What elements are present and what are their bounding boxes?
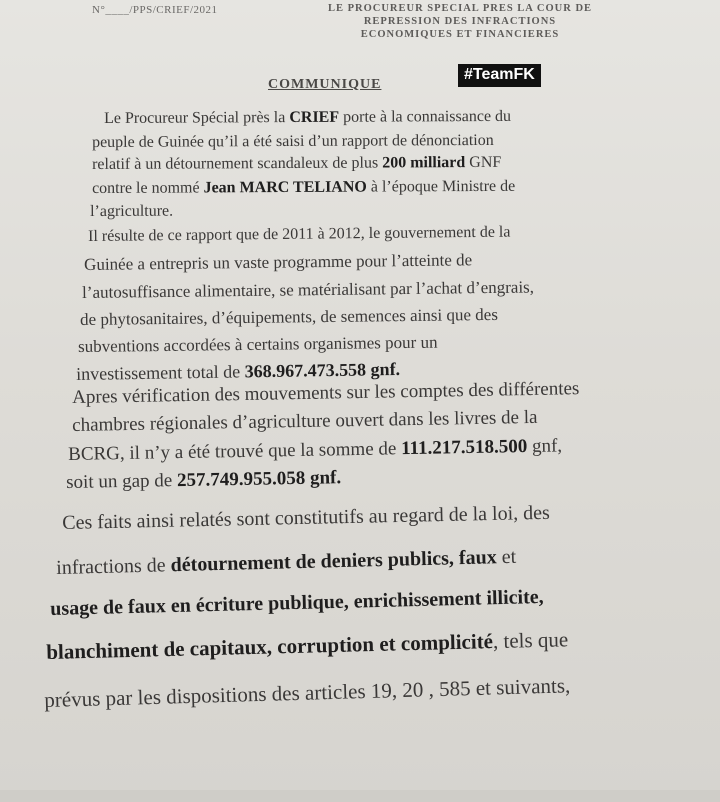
- body-line-text: investissement total de: [76, 361, 245, 384]
- header-line: ECONOMIQUES ET FINANCIERES: [360, 29, 560, 40]
- body-line-text: BCRG, il n’y a été trouvé que la somme de: [68, 438, 402, 465]
- document-title: COMMUNIQUE: [268, 77, 382, 92]
- body-line-text: , tels que: [492, 627, 569, 654]
- body-line-text: contre le nommé: [92, 179, 204, 197]
- body-line-bold-text: usage de faux en écriture publique, enrichissement illicite,: [50, 585, 544, 620]
- body-line-text: et: [496, 545, 517, 569]
- body-line: [68, 435, 562, 466]
- body-line: [50, 586, 544, 621]
- body-line: [90, 203, 173, 221]
- body-line: [84, 250, 472, 275]
- body-line: [92, 178, 515, 198]
- body-line-bold-text: 111.217.518.500: [400, 435, 528, 460]
- body-line-text: l’autosuffisance alimentaire, se matérialisant par l’achat d’engrais,: [82, 277, 535, 302]
- body-line-text: Guinée a entrepris un vaste programme pour l’atteinte de: [84, 250, 473, 274]
- body-line: [44, 673, 571, 713]
- body-line-text: gnf,: [527, 435, 563, 457]
- body-line-text: GNF: [465, 153, 502, 172]
- header-line: REPRESSION DES INFRACTIONS: [363, 16, 557, 27]
- body-line: [88, 224, 511, 246]
- issuer-header: [300, 2, 620, 41]
- body-line-text: infractions de: [56, 554, 171, 579]
- body-line-text: chambres régionales d’agriculture ouvert dans les livres de la: [72, 406, 538, 436]
- body-line-bold-text: Jean MARC TELIANO: [203, 178, 367, 197]
- body-line-text: prévus par les dispositions des articles 19, 20 , 585 et suivants,: [44, 673, 571, 712]
- body-line: [46, 627, 568, 665]
- body-line-bold-text: blanchiment de capitaux, corruption et complicité: [46, 629, 494, 664]
- body-line: [56, 546, 516, 580]
- hashtag-watermark: #TeamFK: [458, 64, 541, 87]
- body-line: [76, 359, 400, 385]
- body-line-text: peuple de Guinée qu’il a été saisi d’un rapport de dénonciation: [92, 131, 494, 151]
- body-line: [80, 305, 498, 330]
- body-line-text: de phytosanitaires, d’équipements, de semences ainsi que des: [80, 304, 498, 329]
- body-line-text: porte à la connaissance du: [339, 107, 512, 126]
- body-line: [62, 502, 550, 535]
- body-line: [66, 467, 341, 494]
- body-line: [104, 108, 511, 128]
- body-line-bold-text: 257.749.955.058 gnf.: [176, 467, 342, 492]
- body-line: [82, 277, 534, 303]
- body-line-bold-text: détournement de deniers publics, faux: [170, 546, 497, 577]
- body-line-text: relatif à un détournement scandaleux de plus: [92, 154, 383, 173]
- body-line: [72, 407, 538, 437]
- document-reference: N°____/PPS/CRIEF/2021: [92, 4, 218, 16]
- body-line: [92, 132, 494, 152]
- body-line: [92, 154, 501, 174]
- body-line: [78, 333, 438, 357]
- body-line-bold-text: 200 milliard: [382, 154, 466, 172]
- body-line-bold-text: 368.967.473.558 gnf.: [244, 358, 401, 382]
- body-line-text: soit un gap de: [66, 470, 178, 493]
- page-bottom-edge: [0, 790, 720, 802]
- body-line-text: Il résulte de ce rapport que de 2011 à 2012, le gouvernement de la: [88, 223, 511, 245]
- body-line-text: l’agriculture.: [90, 202, 174, 220]
- body-line-text: subventions accordées à certains organismes pour un: [78, 332, 438, 356]
- body-line-text: Apres vérification des mouvements sur les comptes des différentes: [72, 378, 580, 408]
- header-line: LE PROCUREUR SPECIAL PRES LA COUR DE: [327, 3, 593, 14]
- body-line-text: Le Procureur Spécial près la: [104, 109, 290, 127]
- body-line-text: Ces faits ainsi relatés sont constitutifs au regard de la loi, des: [62, 501, 551, 534]
- body-line-text: à l’époque Ministre de: [366, 177, 516, 196]
- body-line-bold-text: CRIEF: [289, 108, 340, 127]
